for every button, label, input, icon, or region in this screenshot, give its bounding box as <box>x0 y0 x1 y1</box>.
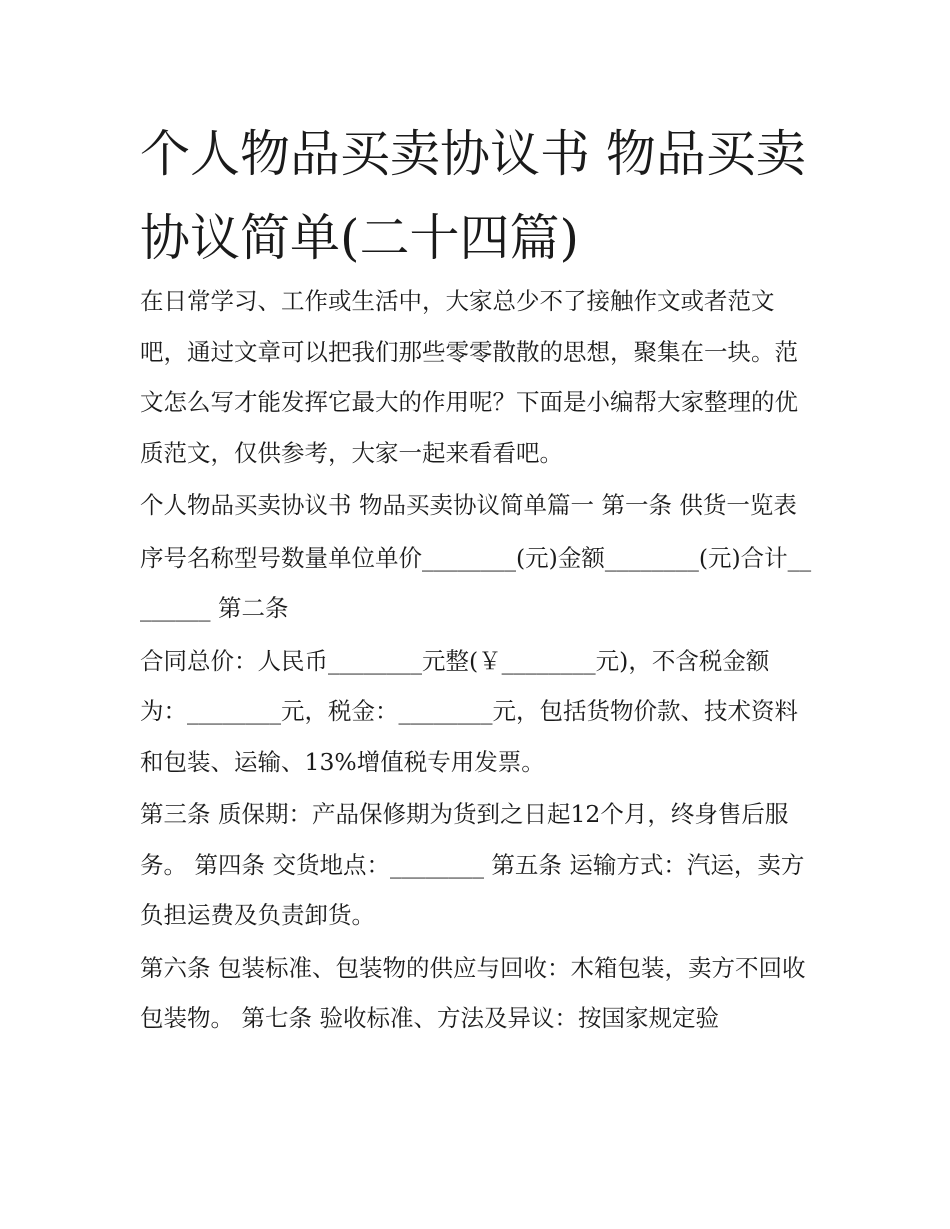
paragraph-packaging-acceptance: 第六条 包装标准、包装物的供应与回收：木箱包装，卖方不回收包装物。 第七条 验收标准、方法及异议：按国家规定验 <box>140 953 806 1032</box>
paragraph-intro: 在日常学习、工作或生活中，大家总少不了接触作文或者范文吧，通过文章可以把我们那些零零散散的思想，聚集在一块。范文怎么写才能发挥它最大的作用呢？下面是小编帮大家整理的优质范文，仅供参考，大家一起来看看吧。 <box>140 287 798 467</box>
paragraph-supply-list: 序号名称型号数量单位单价________(元)金额________(元)合计________ 第二条 <box>140 543 812 622</box>
document-title: 个人物品买卖协议书 物品买卖协议简单(二十四篇) <box>140 125 806 267</box>
document-body <box>140 276 815 1046</box>
paragraph-warranty-delivery: 第三条 质保期：产品保修期为货到之日起12个月，终身售后服务。 第四条 交货地点：________ 第五条 运输方式：汽运，卖方负担运费及负责卸货。 <box>140 800 805 929</box>
paragraph-section-heading: 个人物品买卖协议书 物品买卖协议简单篇一 第一条 供货一览表 <box>140 491 797 519</box>
paragraph-total-price: 合同总价：人民币________元整(￥________元)，不含税金额为：________元，税金：________元，包括货物价款、技术资料和包装、运输、13%增值税专用发票。 <box>140 646 798 776</box>
